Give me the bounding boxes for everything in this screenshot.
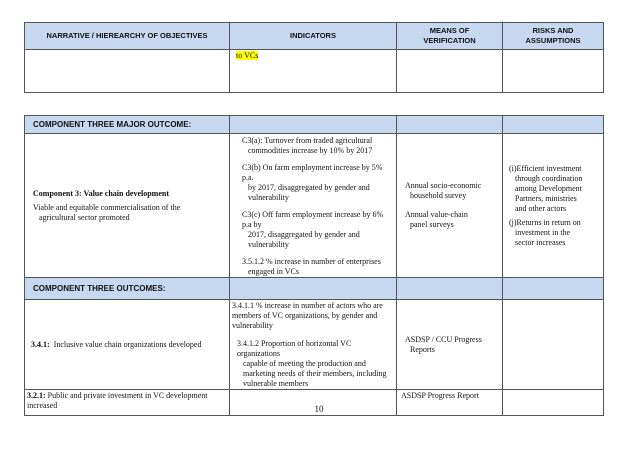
outcome-341-cell: 3.4.1: Inclusive value chain organizations developed <box>25 300 230 390</box>
indicators-cell: C3(a): Turnover from traded agricultural commodities increase by 10% by 2017 C3(b) On farm employment increase by 5% p.a. by 2017, disaggregated by gender and vulnerability C3(c) Off farm employment increase by 6% p.a by 2017, disaggregated by gender and vulnerability 3.5.1.2 % increase in number of enterprises engaged in VCs <box>230 134 397 278</box>
outcome-341-indicators: 3.4.1.1 % increase in number of actors who are members of VC organizations, by gender and vulnerability 3.4.1.2 Proportion of horizontal VC organizations capable of meeting the production and marketing needs of their members, including vulnerable members <box>230 300 397 390</box>
outcome-321-cell: 3.2.1: Public and private investment in VC development increased <box>25 390 230 416</box>
component-description-1: Viable and equitable commercialisation of the <box>33 202 181 212</box>
verification-cell: Annual socio-economic household survey Annual value-chain panel surveys <box>397 134 503 278</box>
highlighted-text: to VCs <box>236 51 259 60</box>
top-table <box>24 22 604 93</box>
page-number: 10 <box>314 404 324 414</box>
header-verification: MEANS OF VERIFICATION <box>397 23 503 50</box>
component-description-2: agricultural sector promoted <box>39 212 130 222</box>
header-indicators: INDICATORS <box>230 23 397 50</box>
component-cell <box>25 134 230 278</box>
outcome-321-verification: ASDSP Progress Report <box>397 390 503 416</box>
continued-narrative <box>25 50 230 93</box>
header-narrative: NARRATIVE / HIEREARCHY OF OBJECTIVES <box>25 23 230 50</box>
continued-indicator <box>230 50 397 93</box>
component-title: Component 3: Value chain development <box>33 188 170 198</box>
risks-cell: (i)Efficient investment through coordination among Development Partners, ministries and other actors (j)Returns in return on investment in the sector increases <box>503 134 604 278</box>
outcome-341-verification: ASDSP / CCU Progress Reports <box>397 300 503 390</box>
main-table <box>24 115 604 416</box>
header-risks: RISKS AND ASSUMPTIONS <box>503 23 604 50</box>
outcomes-heading: COMPONENT THREE OUTCOMES: <box>25 278 230 300</box>
major-outcome-heading: COMPONENT THREE MAJOR OUTCOME: <box>25 116 230 134</box>
